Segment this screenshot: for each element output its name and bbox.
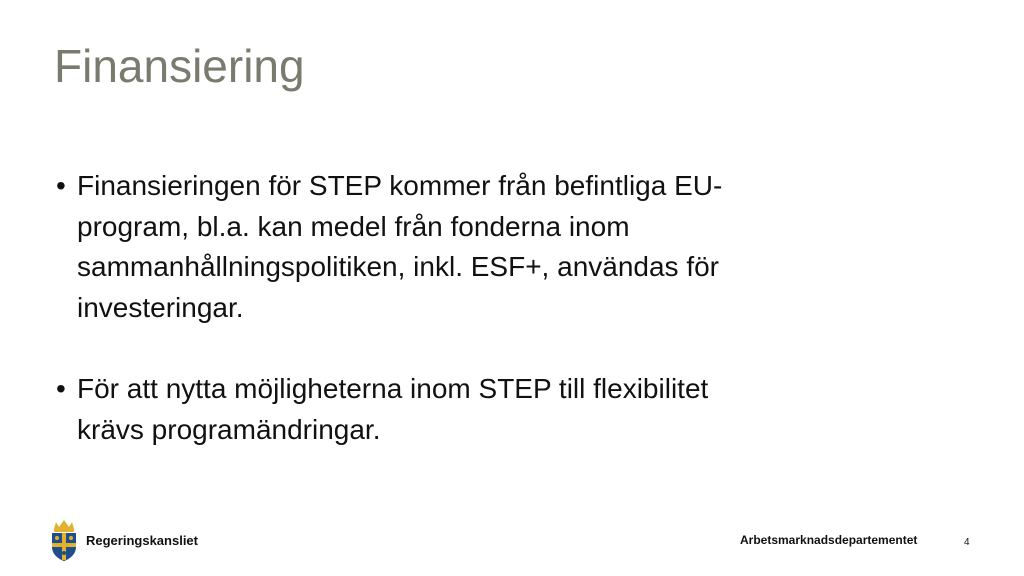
bullet-mark: •: [56, 170, 66, 201]
organization-name: Regeringskansliet: [86, 533, 198, 548]
bullet-list: [56, 166, 756, 450]
bullet-item: [56, 369, 756, 450]
bullet-mark: •: [56, 373, 66, 404]
bullet-text: För att nytta möjligheterna inom STEP till flexibilitet krävs programändringar.: [77, 373, 709, 445]
slide-title: Finansiering: [54, 40, 305, 92]
bullet-text: Finansieringen för STEP kommer från befintliga EU-program, bl.a. kan medel från fonderna inom sammanhållningspolitiken, inkl. ESF+, användas för investeringar.: [77, 170, 723, 323]
page-number: 4: [964, 537, 970, 548]
swedish-government-crest-icon: [50, 519, 78, 561]
department-name: Arbetsmarknadsdepartementet: [740, 533, 918, 547]
bullet-item: [56, 166, 756, 328]
